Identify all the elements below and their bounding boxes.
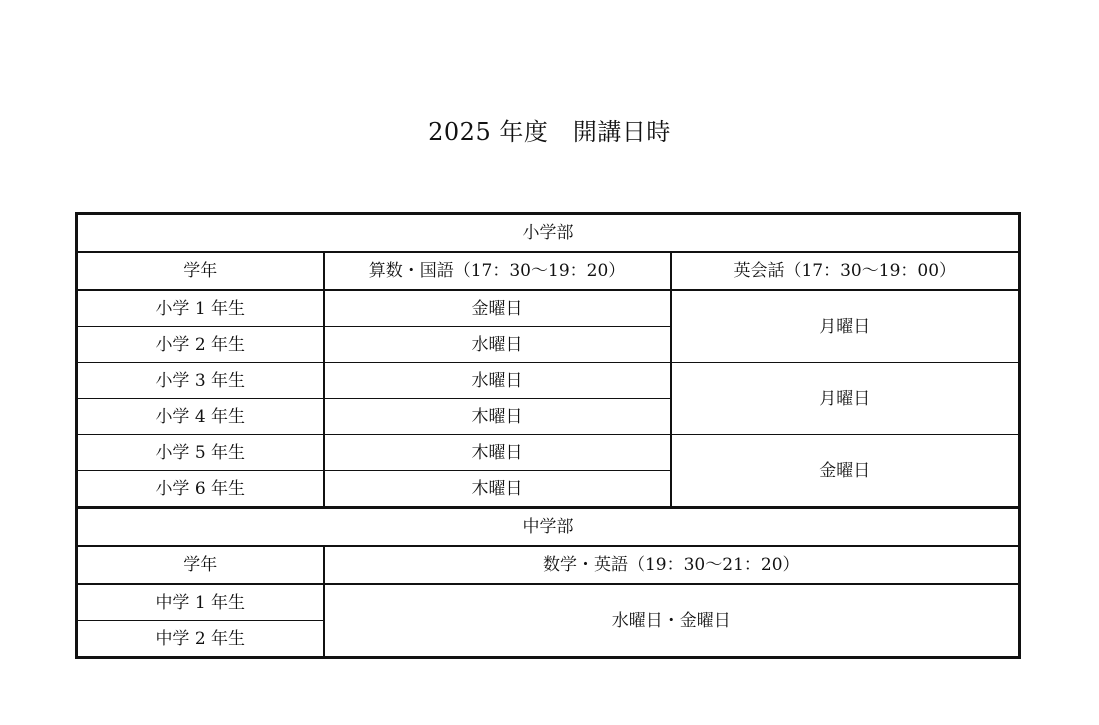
grade-column-header: 学年: [77, 546, 324, 584]
elementary-section-label: 小学部: [77, 214, 1020, 253]
junior-high-header-row: [77, 546, 1020, 584]
english-day-cell: 月曜日: [671, 290, 1020, 363]
page-title: 2025 年度 開講日時: [428, 118, 671, 146]
math-english-day-cell: 水曜日・金曜日: [324, 584, 1020, 658]
math-japanese-column-header: 算数・国語（17：30〜19：20）: [324, 252, 671, 290]
junior-high-section-row: [77, 508, 1020, 547]
grade-cell: 中学 2 年生: [77, 621, 324, 658]
class-schedule-table: [75, 212, 1021, 659]
grade-cell: 小学 5 年生: [77, 435, 324, 471]
grade-column-header: 学年: [77, 252, 324, 290]
grade-cell: 小学 4 年生: [77, 399, 324, 435]
junior-high-section-label: 中学部: [77, 508, 1020, 547]
math-english-column-header: 数学・英語（19：30〜21：20）: [324, 546, 1020, 584]
english-column-header: 英会話（17：30〜19：00）: [671, 252, 1020, 290]
grade-cell: 小学 1 年生: [77, 290, 324, 327]
table-row: [77, 363, 1020, 399]
math-japanese-day-cell: 水曜日: [324, 327, 671, 363]
grade-cell: 小学 2 年生: [77, 327, 324, 363]
math-japanese-day-cell: 木曜日: [324, 435, 671, 471]
math-japanese-day-cell: 金曜日: [324, 290, 671, 327]
english-day-cell: 月曜日: [671, 363, 1020, 435]
elementary-header-row: [77, 252, 1020, 290]
table-row: [77, 435, 1020, 471]
table-row: [77, 290, 1020, 327]
grade-cell: 小学 6 年生: [77, 471, 324, 508]
grade-cell: 中学 1 年生: [77, 584, 324, 621]
grade-cell: 小学 3 年生: [77, 363, 324, 399]
math-japanese-day-cell: 木曜日: [324, 471, 671, 508]
english-day-cell: 金曜日: [671, 435, 1020, 508]
math-japanese-day-cell: 木曜日: [324, 399, 671, 435]
table-row: [77, 584, 1020, 621]
math-japanese-day-cell: 水曜日: [324, 363, 671, 399]
elementary-section-row: [77, 214, 1020, 253]
